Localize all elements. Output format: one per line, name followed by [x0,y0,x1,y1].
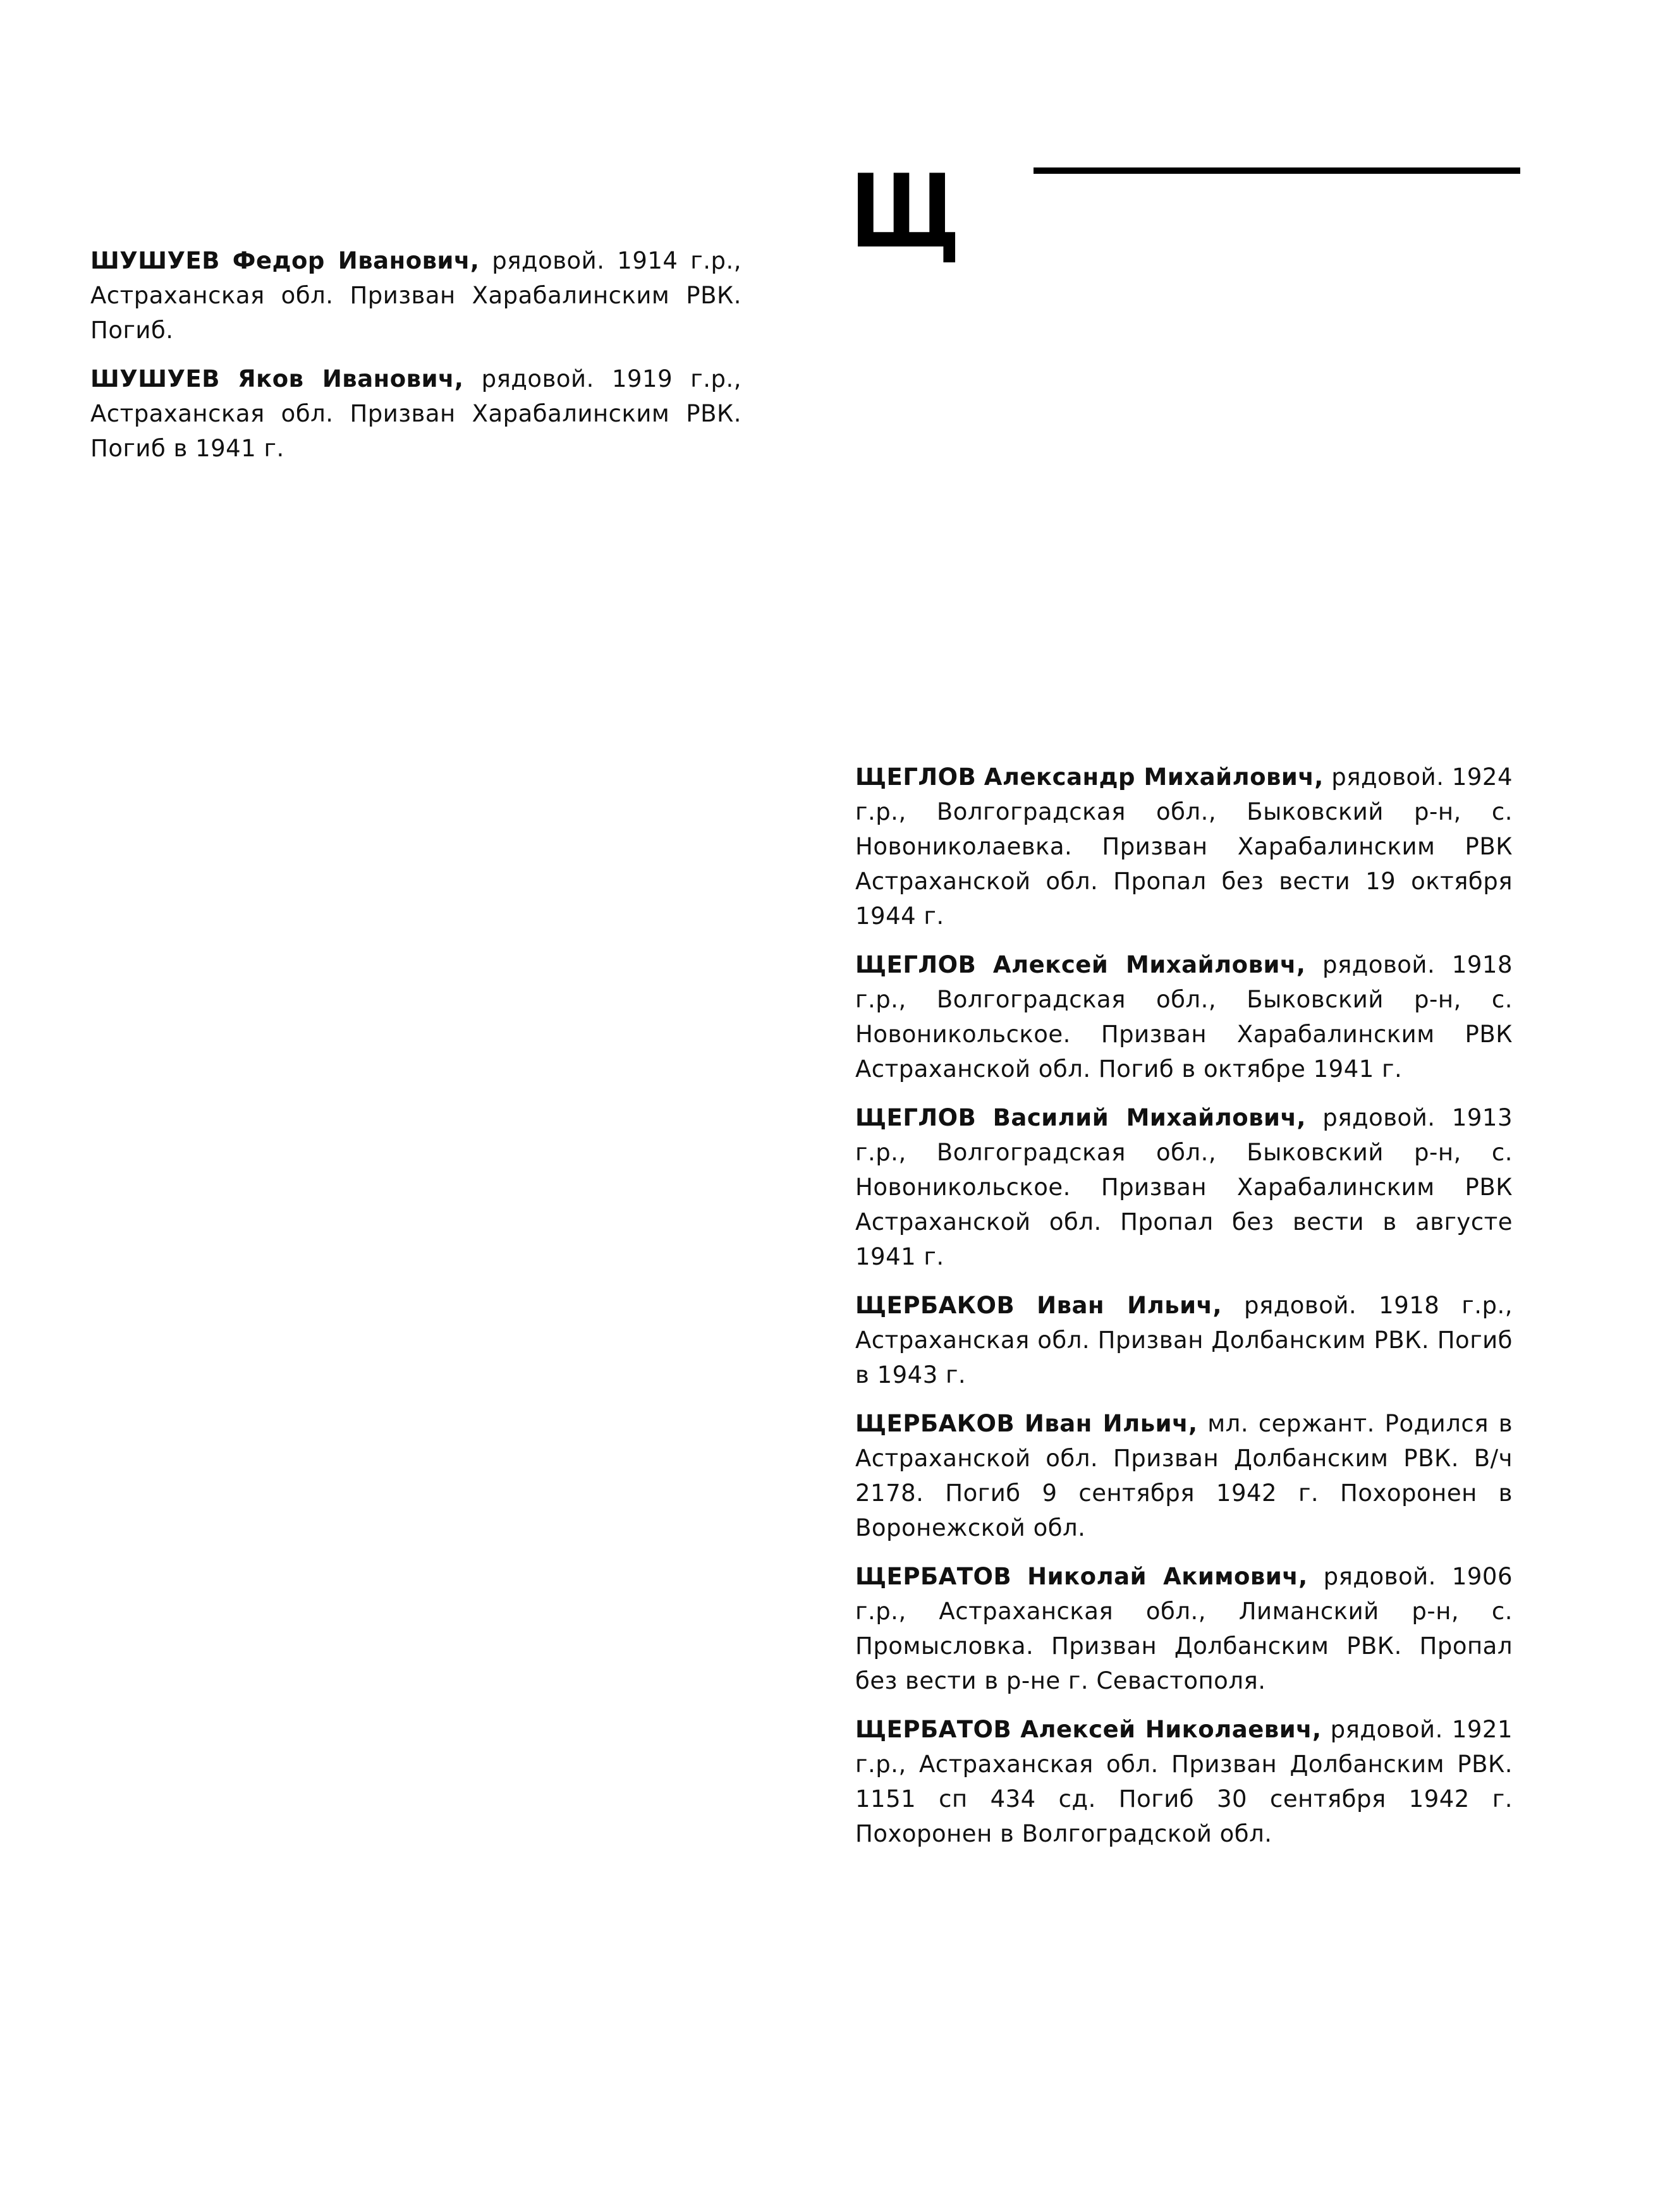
entry-surname: ШУШУЕВ [90,365,220,392]
entry-text: рядовой. 1913 г.р., Волгоградская обл., Быковский р-н, с. Новоникольское. Призван Харабалинским РВК Астраханской обл. Пропал без вести в августе 1941 г. [855,1104,1513,1270]
entry-surname: ЩЕГЛОВ [855,763,977,791]
entry-surname: ЩЕРБАКОВ [855,1410,1015,1437]
entry-surname: ЩЕРБАТОВ [855,1563,1012,1590]
section-letter-heading [850,152,1520,278]
entry-given-name: Иван Ильич, [1037,1292,1222,1319]
right-column [855,760,1513,1865]
section-rule [1034,167,1520,174]
entry [90,243,741,348]
entry [855,1559,1513,1698]
entry-text: рядовой. 1914 г.р., Астраханская обл. Призван Харабалинским РВК. Погиб. [90,247,741,344]
entry-given-name: Яков Иванович, [238,365,464,392]
entry-text: рядовой. 1906 г.р., Астраханская обл., Лиманский р-н, с. Промысловка. Призван Долбанским РВК. Пропал без вести в р-не г. Севастополя. [855,1563,1513,1694]
entry-surname: ЩЕГЛОВ [855,1104,977,1131]
entry-given-name: Алексей Николаевич, [1020,1716,1322,1743]
entry-surname: ШУШУЕВ [90,247,220,274]
entry [855,1288,1513,1392]
entry-surname: ЩЕРБАКОВ [855,1292,1015,1319]
entry-given-name: Федор Иванович, [232,247,480,274]
entry-text: рядовой. 1919 г.р., Астраханская обл. Призван Харабалинским РВК. Погиб в 1941 г. [90,365,741,462]
entry [855,1712,1513,1851]
section-letter: Щ [850,152,960,270]
entry-given-name: Алексей Михайлович, [992,951,1306,978]
entry [855,1406,1513,1545]
entry-text: рядовой. 1924 г.р., Волгоградская обл., Быковский р-н, с. Новониколаевка. Призван Харабалинским РВК Астраханской обл. Пропал без вести 19 октября 1944 г. [855,763,1513,930]
left-column [90,243,741,480]
entry [855,947,1513,1086]
entry [855,760,1513,933]
entry-surname: ЩЕГЛОВ [855,951,977,978]
entry-text: рядовой. 1918 г.р., Астраханская обл. Призван Долбанским РВК. Погиб в 1943 г. [855,1292,1513,1389]
entry-text: рядовой. 1921 г.р., Астраханская обл. Призван Долбанским РВК. 1151 сп 434 сд. Погиб 30 сентября 1942 г. Похоронен в Волгоградской обл. [855,1716,1513,1847]
entry-surname: ЩЕРБАТОВ [855,1716,1012,1743]
entry-given-name: Иван Ильич, [1024,1410,1198,1437]
entry-text: рядовой. 1918 г.р., Волгоградская обл., Быковский р-н, с. Новоникольское. Призван Харабалинским РВК Астраханской обл. Погиб в октябре 1941 г. [855,951,1513,1083]
entry [90,362,741,466]
entry-given-name: Василий Михайлович, [992,1104,1306,1131]
entry [855,1100,1513,1274]
entry-given-name: Александр Михайлович, [984,763,1324,791]
entry-text: мл. сержант. Родился в Астраханской обл. Призван Долбанским РВК. В/ч 2178. Погиб 9 сентября 1942 г. Похоронен в Воронежской обл. [855,1410,1513,1541]
entry-given-name: Николай Акимович, [1027,1563,1308,1590]
